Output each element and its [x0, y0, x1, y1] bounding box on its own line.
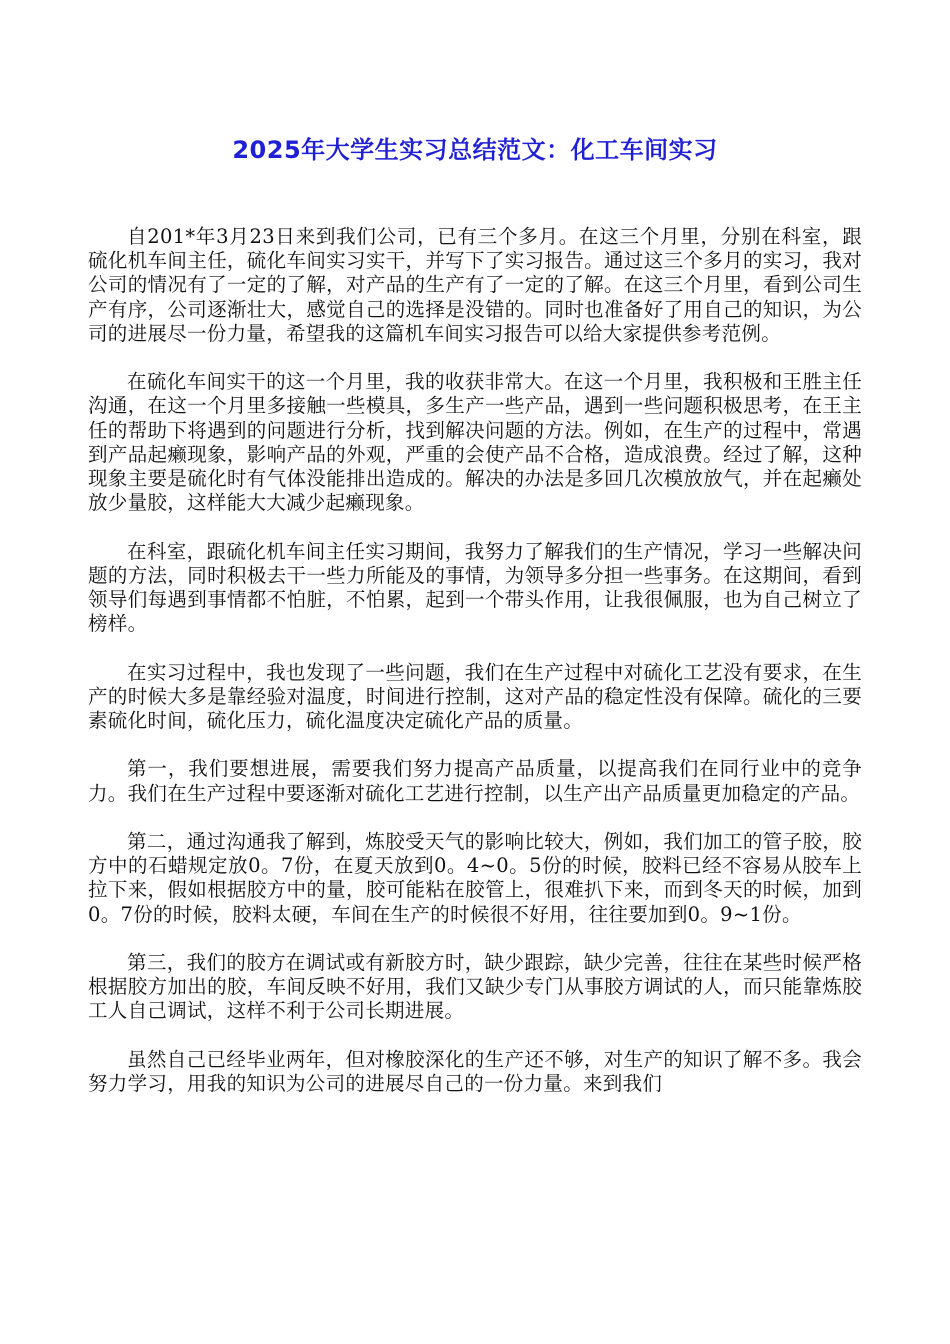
paragraph-point-three: 第三，我们的胶方在调试或有新胶方时，缺少跟踪，缺少完善，往往在某些时候严格根据胶方加出的胶，车间反映不好用，我们又缺少专门从事胶方调试的人，而只能靠炼胶工人自己调试，这样不利于公司长期进展。 — [88, 951, 862, 1023]
document-body — [88, 225, 862, 1120]
paragraph-point-two: 第二，通过沟通我了解到，炼胶受天气的影响比较大，例如，我们加工的管子胶，胶方中的石蜡规定放0。7份，在夏天放到0。4~0。5份的时候，胶料已经不容易从胶车上拉下来，假如根据胶方中的量，胶可能粘在胶管上，很难扒下来，而到冬天的时候，加到0。7份的时候，胶料太硬，车间在生产的时候很不好用，往往要加到0。9~1份。 — [88, 830, 862, 926]
paragraph-vulcanization-workshop: 在硫化车间实干的这一个月里，我的收获非常大。在这一个月里，我积极和王胜主任沟通，在这一个月里多接触一些模具，多生产一些产品，遇到一些问题积极思考，在王主任的帮助下将遇到的问题进行分析，找到解决问题的方法。例如，在生产的过程中，常遇到产品起癞现象，影响产品的外观，严重的会使产品不合格，造成浪费。经过了解，这种现象主要是硫化时有气体没能排出造成的。解决的办法是多回几次模放放气，并在起癞处放少量胶，这样能大大减少起癞现象。 — [88, 370, 862, 515]
paragraph-intro: 自201*年3月23日来到我们公司，已有三个多月。在这三个月里，分别在科室，跟硫化机车间主任，硫化车间实习实干，并写下了实习报告。通过这三个多月的实习，我对公司的情况有了一定的了解，对产品的生产有了一定的了解。在这三个月里，看到公司生产有序，公司逐渐壮大，感觉自己的选择是没错的。同时也准备好了用自己的知识，为公司的进展尽一份力量，希望我的这篇机车间实习报告可以给大家提供参考范例。 — [88, 225, 862, 345]
document-title: 2025年大学生实习总结范文：化工车间实习 — [232, 136, 718, 164]
paragraph-problems-found: 在实习过程中，我也发现了一些问题，我们在生产过程中对硫化工艺没有要求，在生产的时候大多是靠经验对温度，时间进行控制，这对产品的稳定性没有保障。硫化的三要素硫化时间，硫化压力，硫化温度决定硫化产品的质量。 — [88, 660, 862, 733]
paragraph-point-one: 第一，我们要想进展，需要我们努力提高产品质量，以提高我们在同行业中的竞争力。我们在生产过程中要逐渐对硫化工艺进行控制，以生产出产品质量更加稳定的产品。 — [88, 757, 862, 805]
paragraph-office-internship: 在科室，跟硫化机车间主任实习期间，我努力了解我们的生产情况，学习一些解决问题的方法，同时积极去干一些力所能及的事情，为领导多分担一些事务。在这期间，看到领导们每遇到事情都不怕脏，不怕累，起到一个带头作用，让我很佩服，也为自己树立了榜样。 — [88, 539, 862, 636]
paragraph-conclusion: 虽然自己已经毕业两年，但对橡胶深化的生产还不够，对生产的知识了解不多。我会努力学习，用我的知识为公司的进展尽自己的一份力量。来到我们 — [88, 1047, 862, 1095]
